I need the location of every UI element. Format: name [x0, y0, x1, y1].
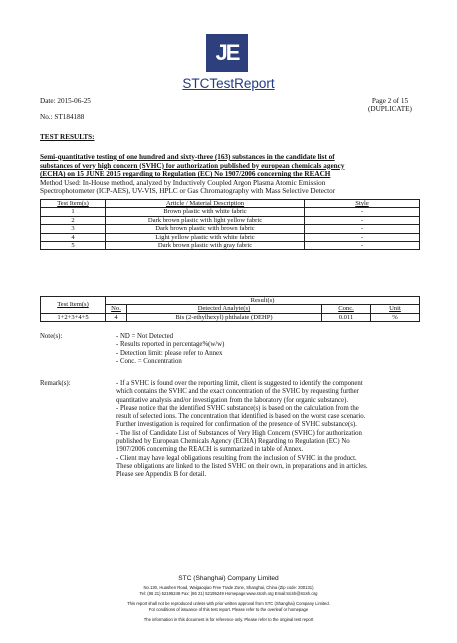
- table-cell: 2: [41, 216, 106, 224]
- footer-disclaimer: The information in this document is for reference only. Please refer to the original test report: [143, 617, 314, 622]
- company-logo: JE: [206, 34, 248, 72]
- page-indicator: Page 2 of 15: [371, 97, 409, 105]
- table-row: [41, 225, 420, 233]
- table-cell: 1: [41, 208, 106, 216]
- notes-list: [116, 333, 436, 366]
- analyte-results-table: [40, 296, 420, 322]
- table-cell: %: [371, 313, 420, 321]
- footer-contact: Tel: (86 21) 52195248 Fax: (86 21) 52195249 Homepage:www.stcsh.org Email:stcsh@stcsh.org: [139, 591, 318, 596]
- remark-line: - If a SVHC is found over the reporting limit, client is suggested to identify the component: [116, 380, 363, 387]
- notes-label-block: [40, 333, 62, 341]
- remarks-list: [116, 380, 442, 480]
- table-cell: -: [305, 208, 420, 216]
- note-item: - Results reported in percentage%(w/w): [116, 341, 225, 349]
- table-cell: -: [305, 216, 420, 224]
- report-number: No.: ST184188: [40, 113, 85, 121]
- remark-line: which contains the SVHC and the exact concentration of the SVHC by requesting further: [116, 388, 359, 396]
- table-row: [41, 208, 420, 216]
- remarks-label-block: [40, 380, 71, 388]
- table-row: [41, 216, 420, 224]
- notes-label: Note(s):: [40, 333, 63, 340]
- remark-line: quantitative analysis and/or investigation from the laboratory (for organic substance).: [116, 396, 349, 404]
- table-cell: 3: [41, 225, 106, 233]
- column-header: Article / Material Description: [106, 200, 305, 208]
- footer-address: No.130, Huashen Road, Waigaoqiao Free Trade Zone, Shanghai, China (Zip code: 200131): [143, 585, 314, 590]
- test-title-line: Semi-quantitative testing of one hundred and sixty-three (163) substances in the candidate list of: [40, 153, 335, 161]
- column-header: Detected Analyte(s): [127, 305, 322, 313]
- table-cell: Bis (2-ethylhexyl) phthalate (DEHP): [127, 313, 322, 321]
- remark-line: - The list of Candidate List of Substances of Very High Concern (SVHC) for authorization: [116, 429, 362, 437]
- remark-line: These obligations are linked to the listed SVHC on their own, in preparations and in articles.: [116, 462, 368, 470]
- table-header-row: [41, 200, 420, 208]
- results-group-header: Result(s): [106, 297, 420, 305]
- remark-line: result of selected ions. The concentration that identified is based on the worst case scenario.: [116, 413, 366, 421]
- report-brand-title: STCTestReport: [182, 76, 275, 91]
- table-cell: Dark brown plastic with gray fabric: [106, 242, 305, 250]
- column-header: Style: [305, 200, 420, 208]
- table-row: [41, 313, 420, 321]
- table-cell: 4: [41, 233, 106, 241]
- footer-company: STC (Shanghai) Company Limited: [178, 575, 279, 582]
- table-cell: Light yellow plastic with white fabric: [106, 233, 305, 241]
- remarks-label: Remark(s):: [40, 380, 71, 387]
- column-header: Test Item(s): [41, 200, 106, 208]
- table-cell: 1+2+3+4+5: [41, 313, 106, 321]
- column-header: Conc.: [322, 305, 371, 313]
- column-header: Unit: [371, 305, 420, 313]
- column-header: Test Item(s): [41, 297, 106, 314]
- remark-line: Further investigation is required for confirmation of the presence of SVHC substance(s).: [116, 421, 357, 429]
- test-title-line: substances of very high concern (SVHC) for authorization published by european chemicals agency: [40, 161, 345, 170]
- footer-disclaimer: This report shall not be reproduced unless with prior written approval from STC (Shanghai) Company Limited.: [127, 601, 330, 606]
- note-item: - Conc. = Concentration: [116, 357, 182, 365]
- test-items-table: [40, 199, 420, 250]
- table-row: [41, 242, 420, 250]
- remark-line: - Please notice that the identified SVHC substance(s) is based on the calculation from the: [116, 404, 359, 412]
- table-cell: -: [305, 233, 420, 241]
- remark-line: published by European Chemicals Agency (ECHA) Regarding to Regulation (EC) No: [116, 438, 350, 446]
- table-cell: Dark brown plastic with light yellow fabric: [106, 216, 305, 224]
- report-date: Date: 2015-06-25: [40, 97, 91, 105]
- table-header-row: [41, 297, 420, 305]
- remark-line: Please see Appendix B for detail.: [116, 471, 207, 479]
- method-line: Spectrophotometer (ICP-AES), UV-VIS, HPLC or Gas Chromatography with Mass Selective Detector: [40, 187, 336, 196]
- duplicate-label: (DUPLICATE): [368, 105, 412, 113]
- remark-line: - Client may have legal obligations resulting from the inclusion of SVHC in the product.: [116, 454, 357, 462]
- table-cell: -: [305, 242, 420, 250]
- note-item: - ND = Not Detected: [116, 333, 174, 340]
- table-cell: Brown plastic with white fabric: [106, 208, 305, 216]
- method-line: Method Used: In-House method, analyzed by Inductively Coupled Argon Plasma Atomic Emission: [40, 178, 326, 187]
- table-cell: Dark brown plastic with brown fabric: [106, 225, 305, 233]
- test-title-line: (ECHA) on 15 JUNE 2015 regarding to Regulation (EC) No 1907/2006 concerning the REACH: [40, 170, 331, 179]
- column-header: No.: [106, 305, 127, 313]
- table-cell: 5: [41, 242, 106, 250]
- table-row: [41, 233, 420, 241]
- remark-line: 1907/2006 concerning the REACH is summarized in table of Annex.: [116, 446, 304, 454]
- table-cell: 0.011: [322, 313, 371, 321]
- note-item: - Detection limit: please refer to Annex: [116, 349, 223, 357]
- table-cell: -: [305, 225, 420, 233]
- test-results-heading: TEST RESULTS:: [40, 133, 95, 141]
- test-title-block: [40, 153, 440, 196]
- footer-disclaimer: For conditions of issuance of this test report. Please refer to the overleaf or homepage: [148, 607, 309, 612]
- table-cell: 4: [106, 313, 127, 321]
